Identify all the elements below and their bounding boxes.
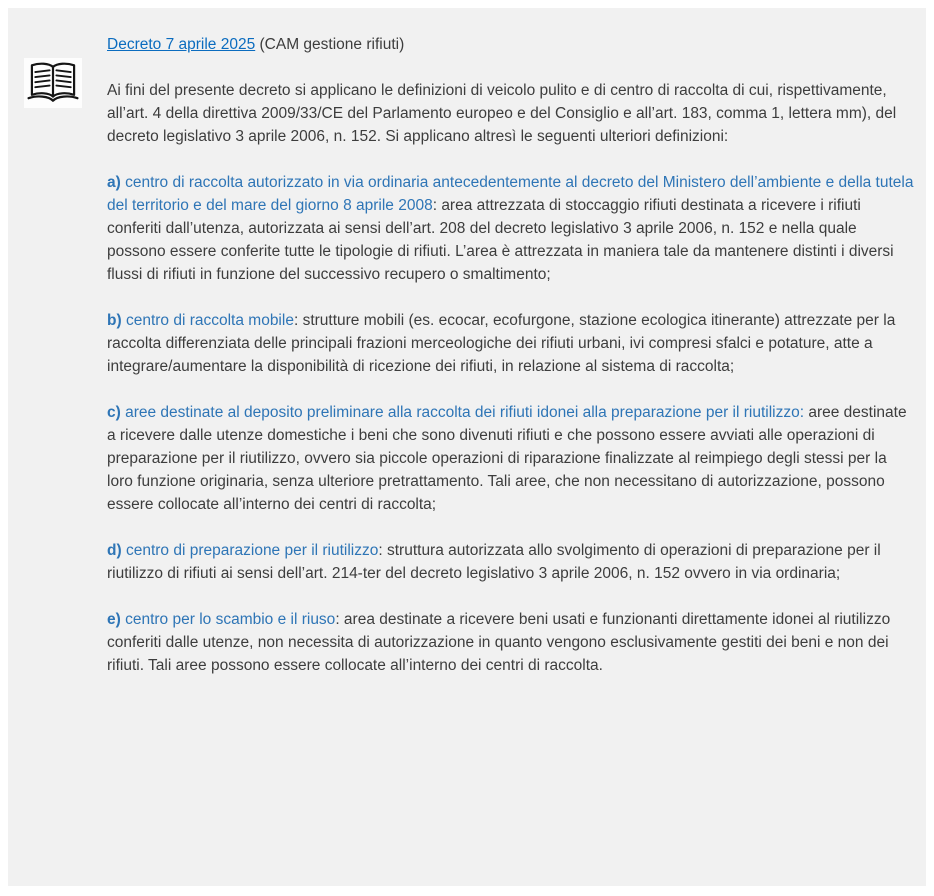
definition-letter: e): [107, 611, 121, 628]
definition-body: aree destinate a ricevere dalle utenze domestiche i beni che sono divenuti rifiuti e che possono essere avviati alle operazioni di preparazione per il riutilizzo, ovvero sia piccole operazioni di riparazione finalizzate al reimpiego degli stessi per la loro funzione originaria, senza ulteriore pretrattamento. Tali aree, che non necessitano di autorizzazione, possono essere collocate all’interno dei centri di raccolta;: [107, 404, 907, 513]
definition-term: centro di raccolta autorizzato in via ordinaria antecedentemente al decreto del Ministero dell’ambiente e della tutela del territorio e del mare del giorno 8 aprile 2008: [107, 174, 914, 214]
intro-paragraph: Ai fini del presente decreto si applicano le definizioni di veicolo pulito e di centro di raccolta di cui, rispettivamente, all’art. 4 della direttiva 2009/33/CE del Parlamento europeo e del Consiglio e all’art. 183, comma 1, lettera mm), del decreto legislativo 3 aprile 2006, n. 152. Si applicano altresì le seguenti ulteriori definizioni:: [107, 82, 897, 145]
definition-term: centro di raccolta mobile: [121, 312, 294, 329]
definition-item: [107, 171, 916, 286]
text-column: [98, 8, 926, 886]
definition-item: [107, 608, 916, 677]
decree-link[interactable]: Decreto 7 aprile 2025: [107, 36, 256, 53]
definition-term: centro di preparazione per il riutilizzo: [121, 542, 379, 559]
icon-column: [8, 8, 98, 886]
definition-item: [107, 539, 916, 585]
definition-term: centro per lo scambio e il riuso: [120, 611, 336, 628]
definition-body: : area attrezzata di stoccaggio rifiuti destinata a ricevere i rifiuti conferiti dall’utenza, autorizzata ai sensi dell’art. 208 del decreto legislativo 3 aprile 2006, n. 152 e nella quale possono essere conferite tutte le tipologie di rifiuti. L’area è attrezzata in maniera tale da mantenere distinti i diversi flussi di rifiuti in funzione del successivo recupero o smaltimento;: [107, 197, 894, 283]
definition-letter: c): [107, 404, 121, 421]
title-suffix: (CAM gestione rifiuti): [255, 36, 405, 53]
document-title: [107, 33, 916, 56]
definition-letter: a): [107, 174, 121, 191]
definitions-list: [107, 171, 916, 677]
content-panel: [8, 8, 926, 886]
open-book-icon: [24, 58, 82, 108]
definition-item: [107, 401, 916, 516]
definition-item: [107, 309, 916, 378]
definition-letter: d): [107, 542, 122, 559]
definition-body: : struttura autorizzata allo svolgimento di operazioni di preparazione per il riutilizzo di rifiuti ai sensi dell’art. 214-ter del decreto legislativo 3 aprile 2006, n. 152 ovvero in via ordinaria;: [107, 542, 881, 582]
definition-body: : strutture mobili (es. ecocar, ecofurgone, stazione ecologica itinerante) attrezzate per la raccolta differenziata delle principali frazioni merceologiche dei rifiuti urbani, ivi compresi sfalci e potature, atte a integrare/aumentare la disponibilità di ricezione dei rifiuti, in relazione al sistema di raccolta;: [107, 312, 896, 375]
definition-letter: b): [107, 312, 122, 329]
definition-body: : area destinate a ricevere beni usati e funzionanti direttamente idonei al riutilizzo conferiti dalle utenze, non necessita di autorizzazione in quanto vengono esclusivamente gestiti dei beni e non dei rifiuti. Tali aree possono essere collocate all’interno dei centri di raccolta.: [107, 611, 891, 674]
definition-term: aree destinate al deposito preliminare alla raccolta dei rifiuti idonei alla preparazione per il riutilizzo:: [120, 404, 805, 421]
